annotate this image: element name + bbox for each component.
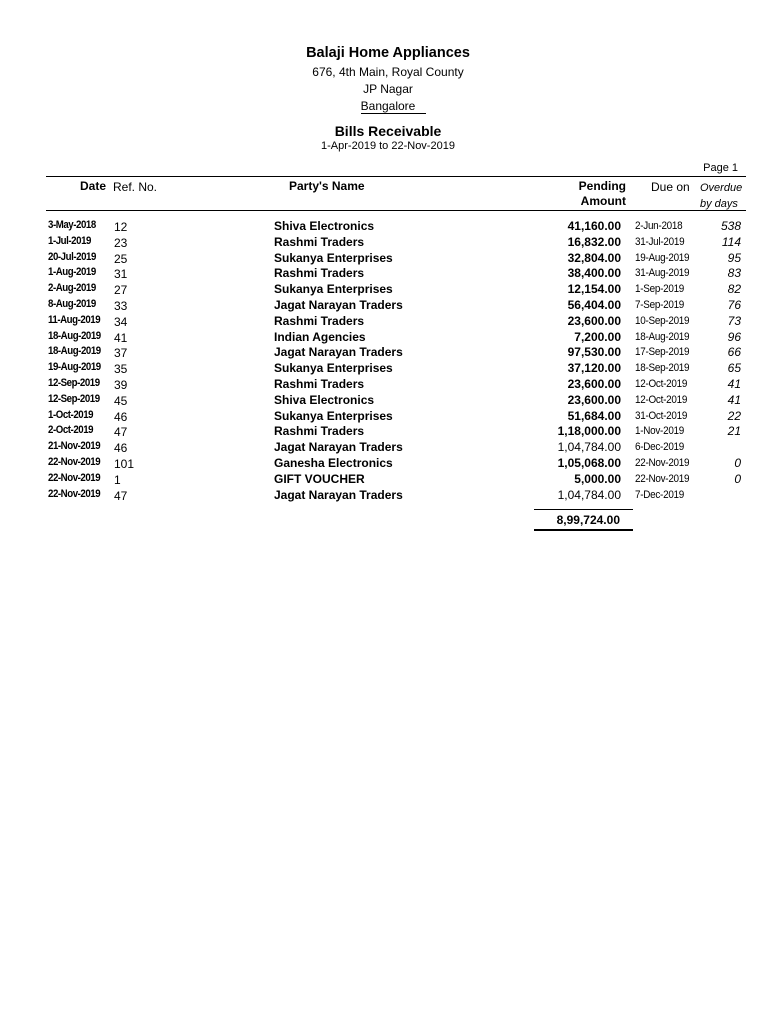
row-ref-no: 46 xyxy=(114,441,128,456)
row-overdue-days: 65 xyxy=(727,361,741,376)
column-header-party: Party's Name xyxy=(289,179,365,193)
row-date: 1-Aug-2019 xyxy=(48,266,96,279)
row-ref-no: 27 xyxy=(114,283,128,298)
row-date: 21-Nov-2019 xyxy=(48,440,101,453)
row-party-name: Jagat Narayan Traders xyxy=(274,487,403,502)
row-due-on: 1-Sep-2019 xyxy=(635,283,685,296)
row-pending-amount: 23,600.00 xyxy=(567,392,621,407)
row-party-name: Rashmi Traders xyxy=(274,313,365,328)
pending-header-line2: Amount xyxy=(580,194,626,208)
row-pending-amount: 56,404.00 xyxy=(567,298,621,312)
row-overdue-days: 41 xyxy=(727,392,741,407)
row-party-name: GIFT VOUCHER xyxy=(274,471,365,486)
report-period: 1-Apr-2019 to 22-Nov-2019 xyxy=(321,140,455,152)
row-due-on: 31-Oct-2019 xyxy=(635,409,688,422)
row-party-name: Rashmi Traders xyxy=(274,266,365,281)
total-top-rule xyxy=(534,509,633,510)
row-overdue-days: 538 xyxy=(720,219,741,233)
row-pending-amount: 1,04,784.00 xyxy=(557,440,621,455)
table-header-rule xyxy=(46,210,746,211)
pending-header-line1: Pending xyxy=(578,179,626,193)
row-party-name: Jagat Narayan Traders xyxy=(274,440,403,455)
row-due-on: 31-Aug-2019 xyxy=(635,267,690,280)
overdue-header-line1: Overdue xyxy=(700,182,743,194)
row-pending-amount: 1,05,068.00 xyxy=(557,456,621,470)
table-row xyxy=(0,393,768,409)
row-ref-no: 47 xyxy=(114,425,128,440)
table-row xyxy=(0,219,768,235)
row-date: 8-Aug-2019 xyxy=(48,298,96,310)
row-ref-no: 101 xyxy=(114,457,135,471)
row-due-on: 18-Sep-2019 xyxy=(635,362,690,375)
row-party-name: Sukanya Enterprises xyxy=(274,408,393,423)
table-row xyxy=(0,282,768,298)
row-pending-amount: 1,04,784.00 xyxy=(557,487,621,502)
row-due-on: 6-Dec-2019 xyxy=(635,441,685,454)
row-ref-no: 12 xyxy=(114,220,128,234)
table-row xyxy=(0,251,768,267)
row-overdue-days: 66 xyxy=(727,345,741,360)
row-party-name: Sukanya Enterprises xyxy=(274,361,393,376)
row-overdue-days: 82 xyxy=(727,282,741,297)
total-amount: 8,99,724.00 xyxy=(556,513,620,527)
row-ref-no: 25 xyxy=(114,251,128,266)
table-row xyxy=(0,314,768,330)
row-pending-amount: 5,000.00 xyxy=(574,471,621,486)
row-party-name: Shiva Electronics xyxy=(274,219,375,233)
table-row xyxy=(0,424,768,440)
table-row xyxy=(0,298,768,314)
row-date: 2-Aug-2019 xyxy=(48,282,96,295)
row-due-on: 12-Oct-2019 xyxy=(635,393,688,406)
table-top-rule xyxy=(46,176,746,177)
row-party-name: Ganesha Electronics xyxy=(274,456,393,470)
report-title: Bills Receivable xyxy=(334,123,442,139)
table-row xyxy=(0,345,768,361)
row-date: 3-May-2018 xyxy=(48,219,96,231)
row-pending-amount: 16,832.00 xyxy=(567,234,621,249)
row-due-on: 2-Jun-2018 xyxy=(635,220,683,232)
row-ref-no: 37 xyxy=(114,346,128,361)
row-pending-amount: 23,600.00 xyxy=(567,377,621,391)
row-ref-no: 35 xyxy=(114,362,128,377)
row-due-on: 19-Aug-2019 xyxy=(635,251,690,264)
row-party-name: Rashmi Traders xyxy=(274,234,365,249)
row-pending-amount: 97,530.00 xyxy=(567,345,621,360)
row-party-name: Indian Agencies xyxy=(274,329,366,344)
row-date: 22-Nov-2019 xyxy=(48,487,101,500)
row-party-name: Rashmi Traders xyxy=(274,424,365,439)
row-pending-amount: 12,154.00 xyxy=(567,282,621,297)
row-pending-amount: 1,18,000.00 xyxy=(557,424,621,439)
row-date: 22-Nov-2019 xyxy=(48,471,101,484)
row-pending-amount: 7,200.00 xyxy=(574,329,621,344)
row-date: 19-Aug-2019 xyxy=(48,361,101,374)
row-date: 1-Jul-2019 xyxy=(48,234,91,247)
address-line-2: JP Nagar xyxy=(363,82,413,96)
row-date: 1-Oct-2019 xyxy=(48,408,94,421)
table-row xyxy=(0,330,768,346)
row-due-on: 7-Sep-2019 xyxy=(635,299,685,311)
overdue-header-line2: by days xyxy=(700,198,738,210)
row-date: 12-Sep-2019 xyxy=(48,392,100,405)
row-party-name: Sukanya Enterprises xyxy=(274,250,393,265)
column-header-pending-amount xyxy=(579,179,626,209)
row-pending-amount: 37,120.00 xyxy=(567,361,621,376)
company-name: Balaji Home Appliances xyxy=(306,45,470,61)
row-date: 2-Oct-2019 xyxy=(48,424,94,437)
row-ref-no: 41 xyxy=(114,330,128,345)
row-ref-no: 45 xyxy=(114,393,128,408)
row-pending-amount: 38,400.00 xyxy=(567,266,621,281)
row-ref-no: 46 xyxy=(114,409,128,424)
row-due-on: 7-Dec-2019 xyxy=(635,488,685,501)
row-ref-no: 23 xyxy=(114,235,128,250)
row-party-name: Jagat Narayan Traders xyxy=(274,298,403,312)
row-overdue-days: 73 xyxy=(727,313,741,328)
row-pending-amount: 41,160.00 xyxy=(567,219,621,233)
column-header-date: Date xyxy=(80,179,107,193)
row-party-name: Sukanya Enterprises xyxy=(274,282,393,297)
table-row xyxy=(0,377,768,393)
row-overdue-days: 114 xyxy=(721,234,741,249)
row-date: 12-Sep-2019 xyxy=(48,377,100,389)
page-number: Page 1 xyxy=(703,162,738,174)
address-line-3: Bangalore xyxy=(360,99,416,113)
row-pending-amount: 51,684.00 xyxy=(567,408,621,423)
row-due-on: 22-Nov-2019 xyxy=(635,472,690,485)
row-due-on: 18-Aug-2019 xyxy=(635,330,690,343)
row-ref-no: 33 xyxy=(114,299,128,313)
row-party-name: Rashmi Traders xyxy=(274,377,365,391)
row-overdue-days: 76 xyxy=(727,298,741,312)
row-overdue-days: 95 xyxy=(727,250,741,265)
table-row xyxy=(0,235,768,251)
row-party-name: Jagat Narayan Traders xyxy=(274,345,403,360)
row-due-on: 31-Jul-2019 xyxy=(635,235,685,248)
row-overdue-days: 96 xyxy=(727,329,741,344)
row-due-on: 22-Nov-2019 xyxy=(635,457,690,469)
row-pending-amount: 23,600.00 xyxy=(567,313,621,328)
table-row xyxy=(0,409,768,425)
row-ref-no: 31 xyxy=(114,267,128,282)
table-row xyxy=(0,266,768,282)
column-header-ref: Ref. No. xyxy=(113,180,158,194)
table-row xyxy=(0,472,768,488)
row-date: 20-Jul-2019 xyxy=(48,250,96,263)
city-underline xyxy=(361,113,426,114)
row-ref-no: 1 xyxy=(114,472,121,487)
row-ref-no: 39 xyxy=(114,378,128,392)
row-overdue-days: 22 xyxy=(727,408,741,423)
row-date: 18-Aug-2019 xyxy=(48,329,101,342)
row-party-name: Shiva Electronics xyxy=(274,392,375,407)
column-header-due-on: Due on xyxy=(651,180,690,194)
row-due-on: 12-Oct-2019 xyxy=(635,378,688,390)
table-row xyxy=(0,361,768,377)
row-overdue-days: 21 xyxy=(727,424,741,439)
row-due-on: 17-Sep-2019 xyxy=(635,346,690,359)
row-ref-no: 47 xyxy=(114,488,128,503)
table-row xyxy=(0,440,768,456)
row-pending-amount: 32,804.00 xyxy=(567,250,621,265)
table-row xyxy=(0,488,768,504)
row-due-on: 1-Nov-2019 xyxy=(635,425,685,438)
table-row xyxy=(0,456,768,472)
row-date: 22-Nov-2019 xyxy=(48,456,101,468)
row-ref-no: 34 xyxy=(114,314,128,329)
total-bottom-rule xyxy=(534,529,633,531)
row-due-on: 10-Sep-2019 xyxy=(635,314,690,327)
row-date: 18-Aug-2019 xyxy=(48,345,101,358)
row-overdue-days: 83 xyxy=(727,266,741,281)
address-line-1: 676, 4th Main, Royal County xyxy=(312,65,464,79)
row-date: 11-Aug-2019 xyxy=(48,313,101,326)
row-overdue-days: 0 xyxy=(734,471,741,486)
row-overdue-days: 0 xyxy=(734,456,741,470)
row-overdue-days: 41 xyxy=(727,377,741,391)
column-header-overdue xyxy=(700,180,742,212)
